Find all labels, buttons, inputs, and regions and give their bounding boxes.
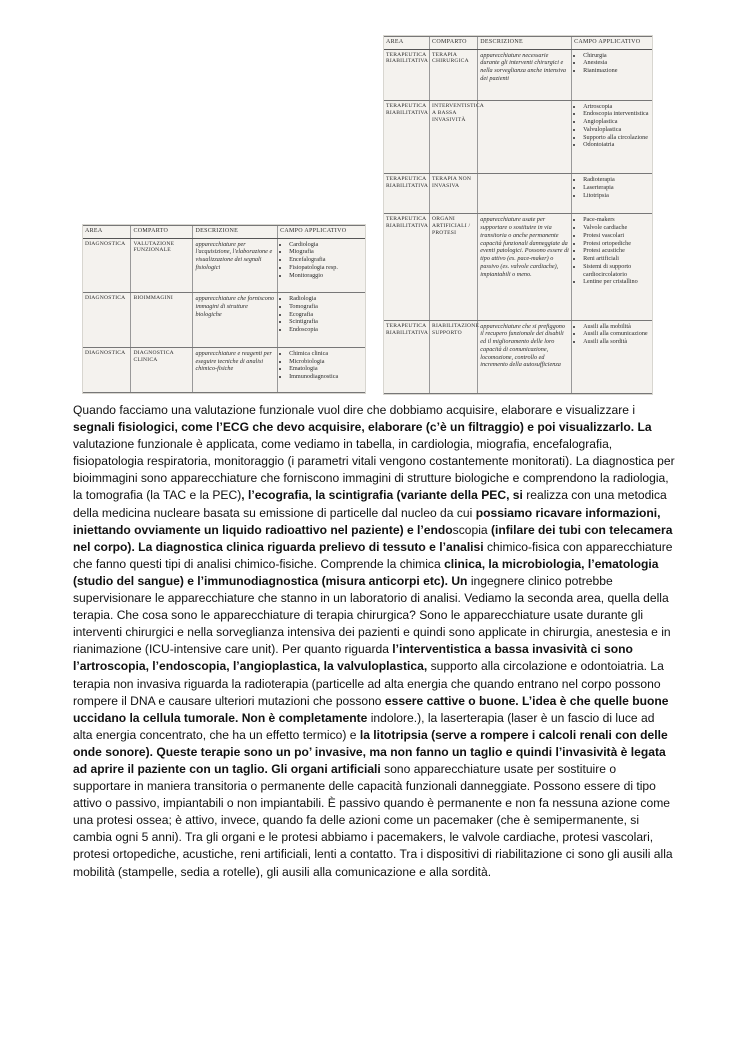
campo-list xyxy=(574,52,650,75)
campo-item: • Valvole cardiache xyxy=(583,224,650,232)
text-run: realizza con una metodica della medicina nucleare basata su emissione di particelle dal nucleo da cui xyxy=(73,488,667,520)
campo-item: • Protesi ortopediche xyxy=(583,240,650,248)
campo-item: • Ecografia xyxy=(289,311,363,319)
body-text xyxy=(73,402,676,881)
header-descrizione: DESCRIZIONE xyxy=(193,226,278,239)
table-row xyxy=(83,293,365,348)
campo-item: • Anestesia xyxy=(583,59,650,67)
text-run-bold: clinica, la microbiologia, l’ematologia (studio del sangue) e l’immunodiagnostica (misura anticorpi etc). Un xyxy=(73,556,659,588)
cell-descrizione: apparecchiature che si prefiggono il recupero funzionale dei disabili ed il miglioramento delle loro capacità di comunicazione, locomozione, controllo ed incremento della autosufficienza xyxy=(478,320,572,393)
cell-area: TERAPEUTICA RIABILITATIVA xyxy=(384,49,430,100)
campo-item: • Monitoraggio xyxy=(289,272,363,280)
diagnostics-table xyxy=(83,225,365,393)
campo-item: • Protesi acustiche xyxy=(583,247,650,255)
cell-descrizione: apparecchiature e reagenti per eseguire tecniche di analisi chimico-fisiche xyxy=(193,347,278,392)
cell-campo xyxy=(572,100,652,173)
table-row xyxy=(384,100,652,173)
cell-area: TERAPEUTICA RIABILITATIVA xyxy=(384,100,430,173)
cell-comparto: BIOIMMAGINI xyxy=(131,293,193,348)
cell-area: TERAPEUTICA RIABILITATIVA xyxy=(384,214,430,320)
cell-area: TERAPEUTICA RIABILITATIVA xyxy=(384,174,430,214)
campo-item: • Ematologia xyxy=(289,365,363,373)
campo-item: • Encefalografia xyxy=(289,256,363,264)
campo-item: • Radiologia xyxy=(289,295,363,303)
campo-item: • Cardiologia xyxy=(289,241,363,249)
table-header-row xyxy=(384,37,652,50)
text-run: chimico-fisica con apparecchiature che fanno questi tipi di analisi chimico-fisiche. Comprende la chimica xyxy=(73,539,673,571)
campo-item: • Microbiologia xyxy=(289,358,363,366)
cell-comparto: RIABILITAZIONE SUPPORTO xyxy=(430,320,478,393)
cell-campo xyxy=(572,174,652,214)
campo-list xyxy=(574,323,650,346)
cell-comparto: TERAPIA CHIRURGICA xyxy=(430,49,478,100)
cell-descrizione xyxy=(478,174,572,214)
cell-campo xyxy=(278,293,365,348)
text-run: valutazione funzionale è applicata, come vediamo in tabella, in cardiologia, miografia, encefalografia, fisiopatologia respiratoria, monitoraggio (i parametri vitali vengono costantemente monitorati). La diagnostica per bioimmagini sono apparecchiature che forniscono immagini di strutture biologiche e comprendono la radiologia, la tomografia (la TAC e la PEC) xyxy=(73,437,675,503)
cell-descrizione xyxy=(478,100,572,173)
campo-list xyxy=(574,103,650,150)
campo-item: • Ausili alla mobilità xyxy=(583,323,650,331)
header-descrizione: DESCRIZIONE xyxy=(478,37,572,50)
cell-area: TERAPEUTICA RIABILITATIVA xyxy=(384,320,430,393)
campo-item: • Ausili alla sordità xyxy=(583,338,650,346)
cell-comparto: TERAPIA NON INVASIVA xyxy=(430,174,478,214)
text-run: sono apparecchiature usate per sostituire o supportare in maniera transitoria o permanente delle capacità funzionali danneggiate. Possono essere di tipo attivo o passivo, impiantabili o non impiantabili. È passivo quando è permanente e non fa nessuna azione come una protesi ossea; è attivo, invece, quando fa delle azioni come un pacemaker (che è semipermanente, si cambia ogni 5 anni). Tra gli organi e le protesi abbiamo i pacemakers, le valvole cardiache, protesi vascolari, protesi ortopediche, acustiche, reni artificiali, lenti a contatto. Tra i dispositivi di riabilitazione ci sono gli ausili alla mobilità (stampelle, sedia a rotelle), gli ausili alla comunicazione e alla sordità. xyxy=(73,761,673,879)
campo-item: • Fisiopatologia resp. xyxy=(289,264,363,272)
campo-item: • Pace-makers xyxy=(583,216,650,224)
cell-campo xyxy=(572,49,652,100)
text-run-bold: possiamo ricavare informazioni, iniettando ovviamente un liquido radioattivo nel paziente) e l’endo xyxy=(73,505,661,537)
campo-item: • Rianimazione xyxy=(583,67,650,75)
campo-item: • Protesi vascolari xyxy=(583,232,650,240)
cell-campo xyxy=(572,214,652,320)
table-row xyxy=(384,174,652,214)
campo-item: • Odontoiatria xyxy=(583,141,650,149)
campo-item: • Endoscopia xyxy=(289,326,363,334)
campo-item: • Sistemi di supporto cardiocircolatorio xyxy=(583,263,650,279)
table-header-row xyxy=(83,226,365,239)
campo-item: • Laserterapia xyxy=(583,184,650,192)
cell-comparto: VALUTAZIONE FUNZIONALE xyxy=(131,238,193,293)
header-comparto: COMPARTO xyxy=(430,37,478,50)
therapy-table-scan xyxy=(383,35,653,395)
diagnostics-table-scan xyxy=(82,224,366,394)
cell-campo xyxy=(278,238,365,293)
header-area: AREA xyxy=(83,226,131,239)
header-area: AREA xyxy=(384,37,430,50)
cell-comparto: DIAGNOSTICA CLINICA xyxy=(131,347,193,392)
text-run: Quando facciamo una valutazione funzionale vuol dire che dobbiamo acquisire, elaborare e visualizzare i xyxy=(73,403,636,417)
table-row xyxy=(384,320,652,393)
cell-area: DIAGNOSTICA xyxy=(83,293,131,348)
table-row xyxy=(83,238,365,293)
text-run-bold: l’interventistica a bassa invasività ci sono l’artroscopia, l’endoscopia, l’angioplastica, la valvuloplastica, xyxy=(73,642,633,674)
cell-descrizione: apparecchiature usate per supportare o sostituire in via transitoria o anche permanente capacità funzionali danneggiate da eventi patologici. Possono essere di tipo attivo (es. pace-maker) o passivo (es. valvole cardiache), impiantabili o meno. xyxy=(478,214,572,320)
table-row xyxy=(83,347,365,392)
cell-area: DIAGNOSTICA xyxy=(83,347,131,392)
campo-item: • Chimica clinica xyxy=(289,350,363,358)
text-run: scopia xyxy=(452,522,491,537)
campo-item: • Endoscopia interventistica xyxy=(583,110,650,118)
therapy-table xyxy=(384,36,652,394)
cell-campo xyxy=(278,347,365,392)
cell-descrizione: apparecchiature per l'acquisizione, l'elaborazione e visualizzazione dei segnali fisiologici xyxy=(193,238,278,293)
campo-item: • Artroscopia xyxy=(583,103,650,111)
table-row xyxy=(384,214,652,320)
campo-item: • Miografia xyxy=(289,248,363,256)
text-run-bold: (infilare dei tubi con telecamera nel corpo). La diagnostica clinica riguarda prelievo di tessuto e l’analisi xyxy=(73,522,673,554)
campo-item: • Chirurgia xyxy=(583,52,650,60)
campo-item: • Scintigrafia xyxy=(289,318,363,326)
text-run: supporto alla circolazione e odontoiatria. La terapia non invasiva riguarda la radioterapia (particelle ad alta energia che quando entrano nel corpo possono rompere il DNA e causare ulteriori mutazioni che possono xyxy=(73,659,664,708)
cell-descrizione: apparecchiature necessarie durante gli interventi chirurgici e nella sorveglianza anche intensiva dei pazienti xyxy=(478,49,572,100)
campo-item: • Tomografia xyxy=(289,303,363,311)
cell-comparto: INTERVENTISTICA A BASSA INVASIVITÀ xyxy=(430,100,478,173)
text-run-bold: la litotripsia (serve a rompere i calcoli renali con delle onde sonore). Queste terapie sono un po’ invasive, ma non fanno un taglio e quindi l’invasività è legata ad aprire il paziente con un taglio. Gli organi artificiali xyxy=(73,727,668,776)
campo-item: • Ausili alla comunicazione xyxy=(583,330,650,338)
campo-item: • Immunodiagnostica xyxy=(289,373,363,381)
text-run-bold: essere cattive o buone. L’idea è che quelle buone uccidano la cellula tumorale. Non è completamente xyxy=(73,693,669,725)
campo-list xyxy=(574,216,650,286)
campo-item: • Litotripsia xyxy=(583,192,650,200)
campo-list xyxy=(280,350,363,381)
campo-item: • Angioplastica xyxy=(583,118,650,126)
text-run-bold: segnali fisiologici, come l’ECG che devo acquisire, elaborare (c’è un filtraggio) e poi visualizzarlo. La xyxy=(73,420,652,435)
text-run-bold: , l’ecografia, la scintigrafia (variante della PEC, si xyxy=(241,488,523,503)
campo-item: • Reni artificiali xyxy=(583,255,650,263)
campo-list xyxy=(280,295,363,334)
text-run: indolore.), la laserterapia (laser è un fascio di luce ad alta energia concentrato, che ha un effetto termico) e xyxy=(73,710,655,742)
text-run: ingegnere clinico potrebbe supervisionare le apparecchiature che stanno in un laboratorio di analisi. Vediamo la seconda area, quella della terapia. Che cosa sono le apparecchiature di terapia chirurgica? Sono le apparecchiature usate durante gli interventi chirurgici e nella sorveglianza intensiva dei pazienti e quindi sono applicate in chirurgia, anestesia e in rianimazione (ICU-intensive care unit). Per quanto riguarda xyxy=(73,573,671,657)
header-comparto: COMPARTO xyxy=(131,226,193,239)
campo-list xyxy=(280,241,363,280)
cell-comparto: ORGANI ARTIFICIALI / PROTESI xyxy=(430,214,478,320)
paragraph xyxy=(73,402,676,881)
header-campo: CAMPO APPLICATIVO xyxy=(572,37,652,50)
campo-list xyxy=(574,176,650,199)
campo-item: • Lentine per cristallino xyxy=(583,278,650,286)
header-campo: CAMPO APPLICATIVO xyxy=(278,226,365,239)
cell-campo xyxy=(572,320,652,393)
campo-item: • Supporto alla circolazione xyxy=(583,134,650,142)
campo-item: • Radioterapia xyxy=(583,176,650,184)
campo-item: • Valvuloplastica xyxy=(583,126,650,134)
cell-area: DIAGNOSTICA xyxy=(83,238,131,293)
table-row xyxy=(384,49,652,100)
cell-descrizione: apparecchiature che forniscono immagini di strutture biologiche xyxy=(193,293,278,348)
